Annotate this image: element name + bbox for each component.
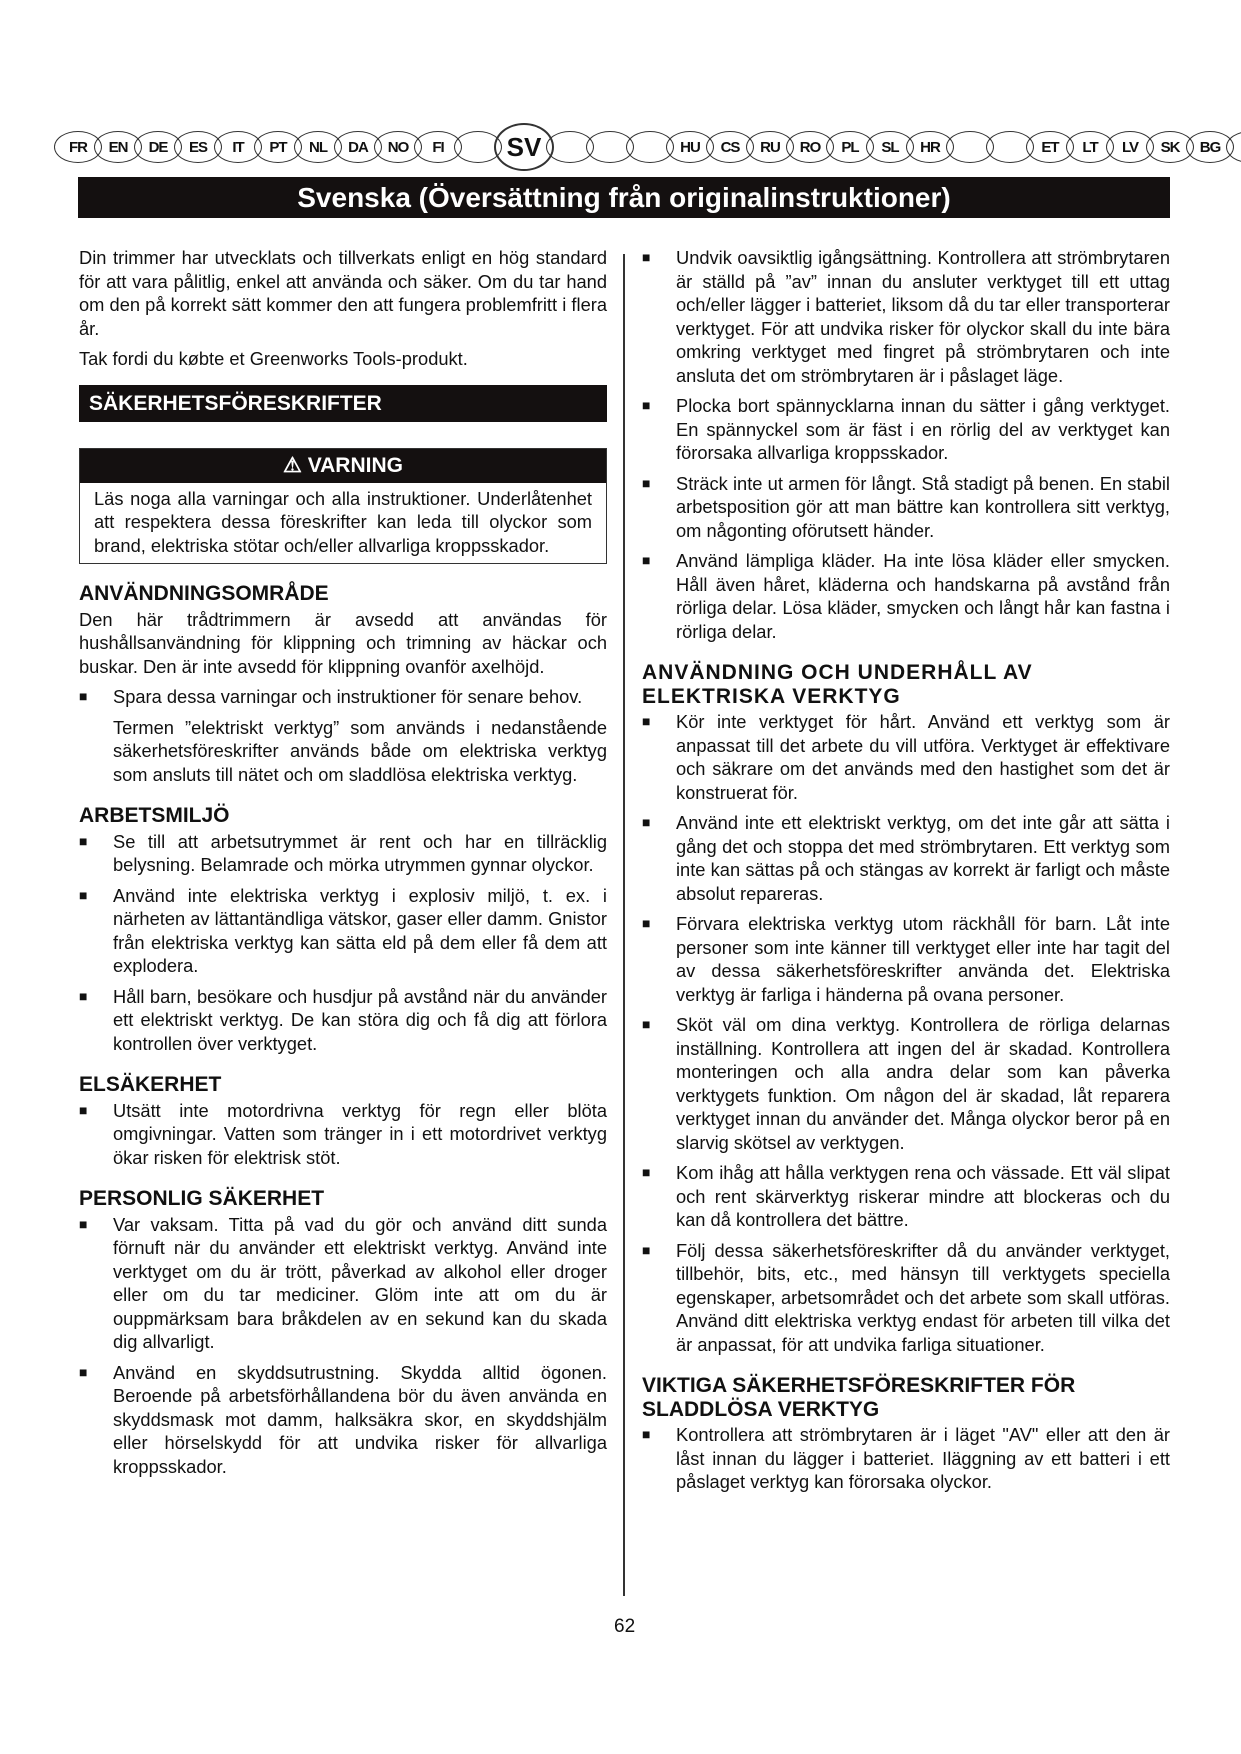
list-item [642,1013,1170,1154]
list-item [79,985,607,1056]
list-item [79,1099,607,1170]
bullet-icon: ■ [642,915,651,931]
bullet-icon: ■ [642,474,651,491]
list-item-text: Utsätt inte motordrivna verktyg för regn eller blöta omgivningar. Vatten som tränger in i ett motordrivet verktyg ökar risken för elektrisk stöt. [113,1099,607,1168]
language-tab-pt: PT [254,131,302,163]
list-item-text: Håll barn, besökare och husdjur på avstånd när du använder ett elektriskt verktyg. De kan störa dig och få dig att förlora kontrollen över verktyget. [113,985,607,1054]
list-item [642,1161,1170,1232]
language-tab-sv: SV [494,123,554,171]
bullet-icon: ■ [79,1363,88,1380]
list-item [642,710,1170,804]
list-item-text: Se till att arbetsutrymmet är rent och har en tillräcklig belysning. Belamrade och mörka utrymmen gynnar olyckor. [113,830,607,875]
language-tab-es: ES [174,131,222,163]
list-item-text: Använd inte elektriska verktyg i explosiv miljö, t. ex. i närheten av lättantändliga vätskor, gaser eller damm. Gnistor från elektriska verktyg kan sätta eld på dem eller få dem att explodera. [113,884,607,976]
warning-box [79,448,607,564]
page-title: Svenska (Översättning från originalinstruktioner) [78,177,1170,218]
bullet-icon: ■ [79,1215,88,1232]
list-item-text: Kör inte verktyget för hårt. Använd ett verktyg som är anpassat till det arbete du vill utföra. Verktyget är effektivare och säkrare om det används med den hastighet som det är konstruerat för. [676,711,1170,803]
list-item [642,912,1170,1006]
bullet-icon: ■ [79,987,88,1004]
bullet-icon: ■ [642,713,651,729]
list-item-text: Var vaksam. Titta på vad du gör och använd ditt sunda förnuft när du använder ett elektriskt verktyg. Använd inte verktyget om du är trött, påverkad av alkohol eller droger eller om du tar mediciner. Glöm inte att om du är ouppmärksam bara bråkdelen av en sekund kan du skada dig allvarligt. [113,1213,607,1352]
bullet-icon: ■ [79,688,88,704]
language-tab-da: DA [334,131,382,163]
bullet-list [79,1213,607,1479]
list-item [79,685,607,709]
list-item-text: Använd en skyddsutrustning. Skydda alltid ögonen. Beroende på arbetsförhållandena bör du även använda en skyddsmask mot damm, halksäkra skor, en skyddshjälm eller hörselskydd för att undvika risker för allvarliga kroppsskador. [113,1361,607,1477]
language-tab-hr: HR [906,131,954,163]
list-item [642,811,1170,905]
list-item [642,1239,1170,1357]
language-tab-lv: LV [1106,131,1154,163]
section-heading: ANVÄNDNINGSOMRÅDE [79,582,329,605]
bullet-icon: ■ [642,1426,651,1442]
intro-paragraph: Din trimmer har utvecklats och tillverkats enligt en hög standard för att vara pålitlig, enkel att använda och säker. Om du tar hand om den på korrekt sätt kommer den att fungera problemfritt i flera år. [79,247,607,339]
section-heading: VIKTIGA SÄKERHETSFÖRESKRIFTER FÖR SLADDLÖSA VERKTYG [642,1374,1076,1421]
bullet-icon: ■ [642,397,651,413]
list-item-text: Använd inte ett elektriskt verktyg, om det inte går att sätta i gång det och stoppa det med strömbrytaren. Ett verktyg som inte kan sättas på och stängas av korrekt är farligt och måste absolut repareras. [676,812,1170,904]
usage-text: Den här trådtrimmern är avsedd att användas för hushållsanvändning för klippning och trimning av häckar och buskar. Den är inte avsedd för klippning ovanför axelhöjd. [79,608,607,677]
section-heading: PERSONLIG SÄKERHET [79,1187,325,1210]
language-tab-hu: HU [666,131,714,163]
language-tab-no: NO [374,131,422,163]
language-tab-ro: RO [786,131,834,163]
language-tab-it: IT [214,131,262,163]
list-item [79,830,607,877]
page-number: 62 [614,1616,636,1637]
warning-header [80,449,606,483]
section-heading: ELSÄKERHET [79,1073,222,1096]
list-item [642,394,1170,465]
bullet-list [79,685,607,709]
list-item-text: Använd lämpliga kläder. Ha inte lösa kläder eller smycken. Håll även håret, kläderna och handskarna på avstånd från rörliga delar. Lösa kläder, smycken och långt hår kan fastna i rörliga delar. [676,550,1170,642]
list-item [79,1361,607,1479]
warning-label: VARNING [307,454,403,477]
right-column [642,246,1170,1501]
safety-heading: SÄKERHETSFÖRESKRIFTER [79,385,607,423]
warning-triangle-icon: ⚠ [283,454,302,477]
list-item-text: Kontrollera att strömbrytaren är i läget "AV" eller att den är låst innan du lägger i batteriet. Iläggning av ett batteri i ett påslaget verktyg kan förorsaka olyckor. [676,1424,1170,1492]
list-item-text: Sträck inte ut armen för långt. Stå stadigt på benen. En stabil arbetsposition gör att man bättre kan kontrollera sitt verktyg, om någonting oförutsett händer. [676,472,1170,541]
list-item-text: Spara dessa varningar och instruktioner för senare behov. [113,686,583,707]
language-tab-lt: LT [1066,131,1114,163]
language-selector [62,130,1241,164]
list-item [642,549,1170,643]
list-item [642,1423,1170,1494]
list-item [79,1213,607,1354]
language-tab-cs: CS [706,131,754,163]
left-column [79,246,607,1485]
list-item-text: Sköt väl om dina verktyg. Kontrollera de rörliga delarnas inställning. Kontrollera att ingen del är skadad. Kontrollera monteringen och alla andra delar som kan påverka verktygets funktion. Om någon del är skadad, låt reparera verktyget innan du använder det. Många olyckor beror på en slarvig skötsel av verktygen. [676,1014,1170,1153]
bullet-icon: ■ [79,1101,88,1118]
language-tab-sk: SK [1146,131,1194,163]
bullet-list [642,246,1170,643]
bullet-icon: ■ [79,886,88,903]
bullet-list [642,710,1170,1356]
bullet-list [642,1423,1170,1494]
bullet-icon: ■ [642,1016,651,1032]
usage-note: Termen ”elektriskt verktyg” som används i nedanstående säkerhetsföreskrifter används både om elektriska verktyg som ansluts till nätet och om sladdlösa elektriska verktyg. [113,716,607,785]
bullet-icon: ■ [642,552,651,568]
list-item [642,472,1170,543]
language-tab-et: ET [1026,131,1074,163]
section-heading: ARBETSMILJÖ [79,804,230,827]
section-heading: ANVÄNDNING OCH UNDERHÅLL AV ELEKTRISKA VERKTYG [642,661,1033,708]
bullet-icon: ■ [642,1241,651,1258]
list-item [642,246,1170,387]
bullet-icon: ■ [642,249,651,265]
list-item-text: Kom ihåg att hålla verktygen rena och vässade. Ett väl slipat och rent skärverktyg riskerar mindre att blockeras och du kan då kontrollera det bättre. [676,1162,1170,1230]
column-divider [623,254,625,1596]
language-tab-fi: FI [414,131,462,163]
language-tab-bg: BG [1186,131,1234,163]
list-item-text: Förvara elektriska verktyg utom räckhåll för barn. Låt inte personer som inte känner till verktyget eller inte har tagit del av dessa säkerhetsföreskrifter använda det. Elektriska verktyg är farliga i händerna på ovana personer. [676,913,1170,1005]
intro-thanks: Tak fordi du købte et Greenworks Tools-produkt. [79,348,468,369]
bullet-icon: ■ [642,814,651,830]
list-item-text: Följ dessa säkerhetsföreskrifter då du använder verktyget, tillbehör, bits, etc., med hänsyn till verktygets speciella egenskaper, arbetsområdet och det arbete som skall utföras. Använd ditt elektriska verktyg endast för arbeten till vilka det är anpassat, för att undvika farliga situationer. [676,1239,1170,1355]
bullet-list [79,1099,607,1170]
language-tab-fr: FR [54,131,102,163]
warning-text: Läs noga alla varningar och alla instruktioner. Underlåtenhet att respektera dessa föreskrifter kan leda till olyckor som brand, elektriska stötar och/eller allvarliga kroppsskador. [94,487,592,556]
language-tab-nl: NL [294,131,342,163]
language-tab-pl: PL [826,131,874,163]
language-tab-ru: RU [746,131,794,163]
list-item-text: Undvik oavsiktlig igångsättning. Kontrollera att strömbrytaren är ställd på ”av” innan du ansluter verktyget till ett uttag och/eller lägger i batteriet, liksom då du tar eller transporterar verktyget. För att undvika risker för olyckor skall du inte bära omkring verktyget med fingret på strömbrytaren och inte ansluta det om strömbrytaren är i påslaget läge. [676,247,1170,386]
bullet-icon: ■ [642,1164,651,1180]
language-tab-en: EN [94,131,142,163]
language-tab-de: DE [134,131,182,163]
list-item-text: Plocka bort spännycklarna innan du sätter i gång verktyget. En spännyckel som är fäst i en rörlig del av verktyget kan förorsaka allvarliga kroppsskador. [676,395,1170,463]
bullet-icon: ■ [79,832,88,849]
list-item [79,884,607,978]
bullet-list [79,830,607,1056]
language-tab-sl: SL [866,131,914,163]
